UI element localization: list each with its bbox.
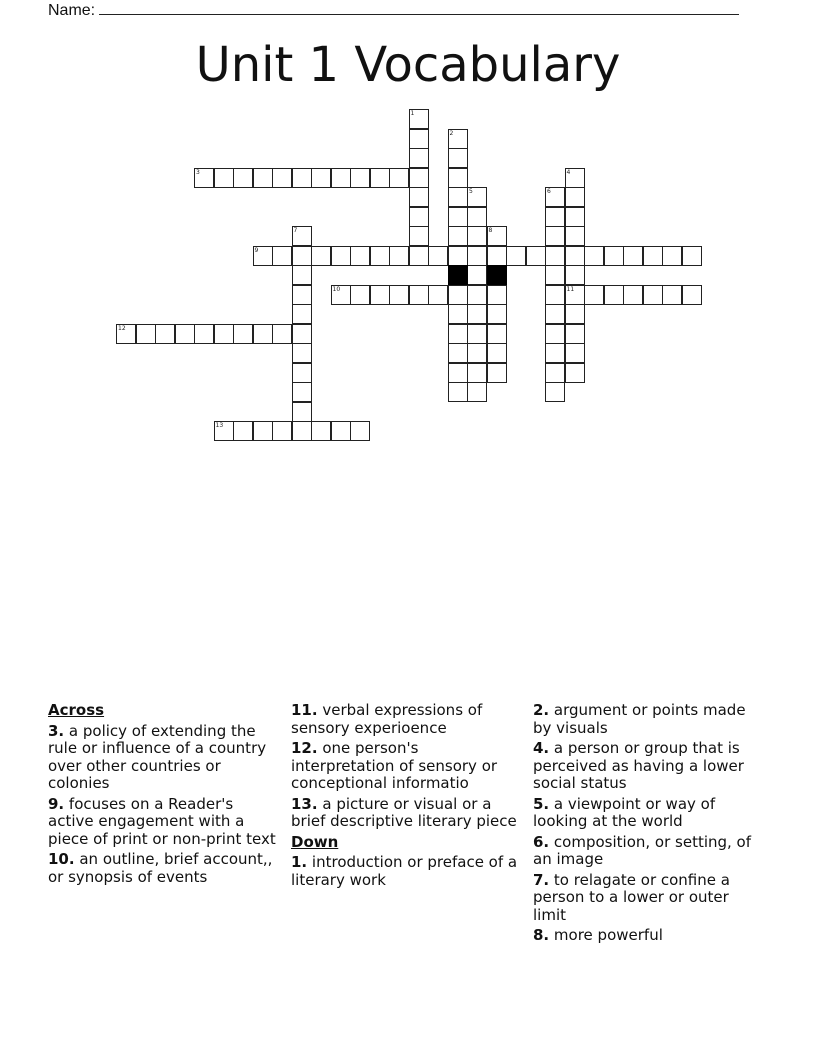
grid-cell[interactable] <box>545 343 565 363</box>
clues-column-1 <box>48 702 280 889</box>
grid-cell[interactable] <box>565 168 585 188</box>
clue-number: 12 <box>118 324 126 332</box>
grid-cell[interactable] <box>350 168 370 188</box>
grid-cell[interactable] <box>292 304 312 324</box>
grid-cell[interactable] <box>545 285 565 305</box>
grid-cell[interactable] <box>292 421 312 441</box>
grid-cell[interactable] <box>545 324 565 344</box>
grid-cell[interactable] <box>292 402 312 422</box>
down-heading: Down <box>291 832 339 851</box>
grid-cell[interactable] <box>175 324 195 344</box>
grid-cell[interactable] <box>565 343 585 363</box>
grid-cell[interactable] <box>467 246 487 266</box>
grid-cell[interactable] <box>409 148 429 168</box>
grid-cell[interactable] <box>409 187 429 207</box>
clue-number: 5 <box>469 188 473 195</box>
clue-number: 7 <box>293 227 298 234</box>
grid-cell[interactable] <box>331 421 351 441</box>
clue-across-11: 11. verbal expressions of sensory experioence <box>291 701 483 737</box>
clue-number: 1 <box>410 110 415 117</box>
clue-down-8: 8. more powerful <box>533 926 663 944</box>
grid-cell[interactable] <box>370 168 390 188</box>
across-heading: Across <box>48 701 105 719</box>
name-label: Name: <box>48 2 96 19</box>
grid-cell[interactable] <box>682 285 702 305</box>
grid-cell[interactable] <box>662 246 682 266</box>
clue-number: 13 <box>215 422 224 429</box>
grid-cell[interactable] <box>448 246 468 266</box>
grid-cell[interactable] <box>214 421 234 441</box>
grid-cell[interactable] <box>292 265 312 285</box>
grid-cell[interactable] <box>487 363 507 383</box>
grid-cell[interactable] <box>487 285 507 305</box>
grid-cell[interactable] <box>448 226 468 246</box>
clue-down-4: 4. a person or group that is perceived as having a lower social status <box>533 739 744 792</box>
grid-cell[interactable] <box>448 324 468 344</box>
grid-cell[interactable] <box>545 363 565 383</box>
grid-cell[interactable] <box>448 382 468 402</box>
grid-cell[interactable] <box>370 246 390 266</box>
black-square <box>448 265 468 285</box>
clue-down-7: 7. to relagate or confine a person to a lower or outer limit <box>533 870 730 924</box>
grid-cell[interactable] <box>311 168 331 188</box>
grid-cell[interactable] <box>233 421 253 441</box>
grid-cell[interactable] <box>623 285 643 305</box>
grid-cell[interactable] <box>448 304 468 324</box>
grid-cell[interactable] <box>311 421 331 441</box>
grid-cell[interactable] <box>643 246 663 266</box>
grid-cell[interactable] <box>545 304 565 324</box>
grid-cell[interactable] <box>487 304 507 324</box>
grid-cell[interactable] <box>292 285 312 305</box>
grid-cell[interactable] <box>448 363 468 383</box>
clue-number: 3 <box>196 168 200 176</box>
grid-cell[interactable] <box>428 246 448 266</box>
clue-down-1: 1. introduction or preface of a literary work <box>291 853 518 889</box>
grid-cell[interactable] <box>350 246 370 266</box>
grid-cell[interactable] <box>292 168 312 188</box>
grid-cell[interactable] <box>370 285 390 305</box>
clue-down-5: 5. a viewpoint or way of looking at the world <box>533 794 716 830</box>
grid-cell[interactable] <box>292 343 312 363</box>
grid-cell[interactable] <box>194 168 214 188</box>
grid-cell[interactable] <box>565 265 585 285</box>
grid-cell[interactable] <box>506 246 526 266</box>
grid-cell[interactable] <box>565 363 585 383</box>
grid-cell[interactable] <box>545 187 565 207</box>
clue-across-3: 3. a policy of extending the rule or influence of a country over other countries or colonies <box>48 721 267 792</box>
grid-cell[interactable] <box>604 285 624 305</box>
grid-cell[interactable] <box>292 363 312 383</box>
grid-cell[interactable] <box>155 324 175 344</box>
grid-cell[interactable] <box>526 246 546 266</box>
grid-cell[interactable] <box>253 246 273 266</box>
grid-cell[interactable] <box>292 246 312 266</box>
grid-cell[interactable] <box>467 285 487 305</box>
grid-cell[interactable] <box>214 168 234 188</box>
grid-cell[interactable] <box>350 285 370 305</box>
grid-cell[interactable] <box>272 246 292 266</box>
clue-across-9: 9. focuses on a Reader's active engagement with a piece of print or non-print text <box>48 794 276 848</box>
grid-cell[interactable] <box>331 246 351 266</box>
grid-cell[interactable] <box>409 129 429 149</box>
grid-cell[interactable] <box>428 285 448 305</box>
grid-cell[interactable] <box>467 324 487 344</box>
grid-cell[interactable] <box>565 207 585 227</box>
grid-cell[interactable] <box>233 168 253 188</box>
grid-cell[interactable] <box>409 285 429 305</box>
grid-cell[interactable] <box>409 109 429 129</box>
grid-cell[interactable] <box>292 324 312 344</box>
grid-cell[interactable] <box>565 304 585 324</box>
grid-cell[interactable] <box>545 382 565 402</box>
grid-cell[interactable] <box>545 207 565 227</box>
clues-column-3 <box>533 702 755 948</box>
clue-number: 10 <box>332 285 341 293</box>
grid-cell[interactable] <box>214 324 234 344</box>
grid-cell[interactable] <box>253 168 273 188</box>
grid-cell[interactable] <box>467 187 487 207</box>
grid-cell[interactable] <box>448 129 468 149</box>
grid-cell[interactable] <box>389 168 409 188</box>
clue-number: 2 <box>449 129 454 137</box>
grid-cell[interactable] <box>389 246 409 266</box>
clue-across-13: 13. a picture or visual or a brief descriptive literary piece <box>291 794 517 830</box>
clue-number: 9 <box>254 246 259 254</box>
grid-cell[interactable] <box>467 382 487 402</box>
grid-cell[interactable] <box>467 207 487 227</box>
grid-cell[interactable] <box>467 343 487 363</box>
grid-cell[interactable] <box>389 285 409 305</box>
clue-down-6: 6. composition, or setting, of an image <box>533 832 752 868</box>
grid-cell[interactable] <box>487 324 507 344</box>
grid-cell[interactable] <box>487 343 507 363</box>
grid-cell[interactable] <box>292 226 312 246</box>
grid-cell[interactable] <box>584 246 604 266</box>
grid-cell[interactable] <box>272 421 292 441</box>
clue-across-10: 10. an outline, brief account,, or synopsis of events <box>48 850 273 886</box>
grid-cell[interactable] <box>233 324 253 344</box>
grid-cell[interactable] <box>565 226 585 246</box>
grid-cell[interactable] <box>253 421 273 441</box>
grid-cell[interactable] <box>253 324 273 344</box>
crossword-grid <box>0 0 816 460</box>
grid-cell[interactable] <box>565 285 585 305</box>
grid-cell[interactable] <box>662 285 682 305</box>
grid-cell[interactable] <box>136 324 156 344</box>
grid-cell[interactable] <box>409 246 429 266</box>
grid-cell[interactable] <box>409 226 429 246</box>
grid-cell[interactable] <box>331 168 351 188</box>
grid-cell[interactable] <box>467 363 487 383</box>
grid-cell[interactable] <box>584 285 604 305</box>
grid-cell[interactable] <box>467 226 487 246</box>
grid-cell[interactable] <box>448 285 468 305</box>
clue-number: 11 <box>566 285 575 293</box>
grid-cell[interactable] <box>487 226 507 246</box>
clue-across-12: 12. one person's interpretation of sensory or conceptional informatio <box>291 739 498 792</box>
grid-cell[interactable] <box>467 265 487 285</box>
grid-cell[interactable] <box>545 226 565 246</box>
grid-cell[interactable] <box>448 148 468 168</box>
grid-cell[interactable] <box>487 246 507 266</box>
grid-cell[interactable] <box>448 168 468 188</box>
grid-cell[interactable] <box>409 168 429 188</box>
grid-cell[interactable] <box>409 207 429 227</box>
grid-cell[interactable] <box>350 421 370 441</box>
grid-cell[interactable] <box>194 324 214 344</box>
page-title: Unit 1 Vocabulary <box>195 37 621 93</box>
grid-cell[interactable] <box>565 246 585 266</box>
grid-cell[interactable] <box>545 246 565 266</box>
grid-cell[interactable] <box>682 246 702 266</box>
grid-cell[interactable] <box>545 265 565 285</box>
clue-number: 8 <box>488 227 493 234</box>
grid-cell[interactable] <box>311 246 331 266</box>
grid-cell[interactable] <box>272 168 292 188</box>
grid-cell[interactable] <box>448 207 468 227</box>
grid-cell[interactable] <box>643 285 663 305</box>
grid-cell[interactable] <box>604 246 624 266</box>
grid-cell[interactable] <box>565 187 585 207</box>
grid-cell[interactable] <box>292 382 312 402</box>
clue-down-2: 2. argument or points made by visuals <box>533 701 746 737</box>
grid-cell[interactable] <box>565 324 585 344</box>
clue-number: 6 <box>547 188 551 195</box>
black-square <box>487 265 507 285</box>
grid-cell[interactable] <box>448 187 468 207</box>
grid-cell[interactable] <box>467 304 487 324</box>
grid-cell[interactable] <box>116 324 136 344</box>
grid-cell[interactable] <box>448 343 468 363</box>
grid-cell[interactable] <box>272 324 292 344</box>
grid-cell[interactable] <box>331 285 351 305</box>
grid-cell[interactable] <box>623 246 643 266</box>
clue-number: 4 <box>566 168 571 176</box>
clues-column-2 <box>291 702 523 892</box>
